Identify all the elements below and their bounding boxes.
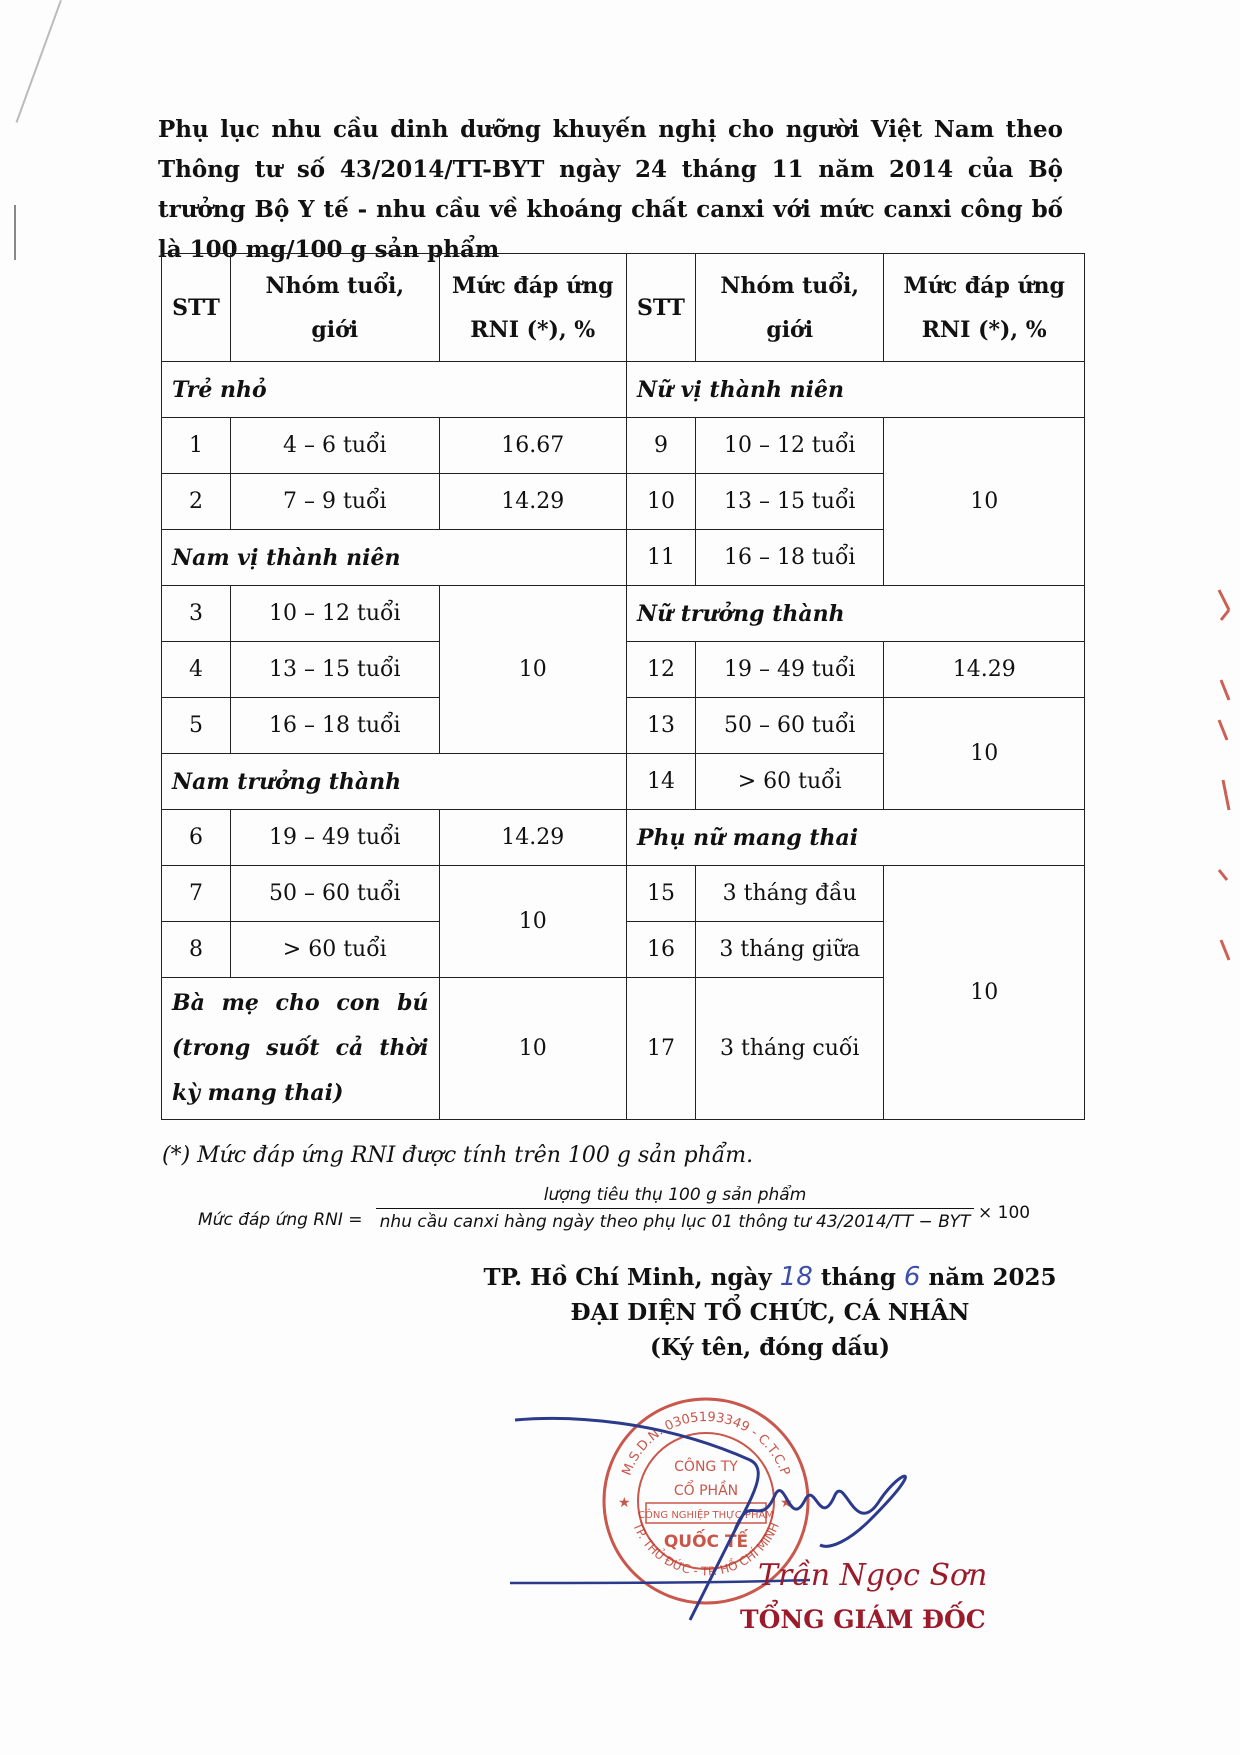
table-row	[162, 418, 1085, 474]
stamp-line2: CỔ PHẦN	[673, 1483, 739, 1499]
stt-cell: 14	[626, 754, 695, 810]
header-stt: STT	[626, 254, 695, 362]
table-row	[162, 586, 1085, 642]
stt-cell: 5	[162, 698, 231, 754]
group-label: Bà mẹ cho con bú (trong suốt cả thời kỳ mang thai)	[162, 978, 440, 1120]
group-label: Nam trưởng thành	[162, 754, 627, 810]
rni-cell: 10	[884, 418, 1085, 586]
age-cell: 10 – 12 tuổi	[231, 586, 440, 642]
signature-block	[470, 1260, 1070, 1365]
rni-cell: 14.29	[439, 810, 626, 866]
stt-cell: 16	[626, 922, 695, 978]
table-row	[162, 866, 1085, 922]
stamp-tax-code: M.S.D.N: 0305193349 - C.T.C.P	[619, 1409, 793, 1478]
stt-cell: 1	[162, 418, 231, 474]
stt-cell: 3	[162, 586, 231, 642]
place-date-prefix: TP. Hồ Chí Minh, ngày	[483, 1264, 772, 1291]
table-row	[162, 810, 1085, 866]
document-title: Phụ lục nhu cầu dinh dưỡng khuyến nghị cho người Việt Nam theo Thông tư số 43/2014/TT-BYT ngày 24 tháng 11 năm 2014 của Bộ trưởng Bộ Y tế - nhu cầu về khoáng chất canxi với mức canxi công bố là 100 mg/100 g sản phẩm	[158, 116, 1063, 263]
header-rni: Mức đáp ứng RNI (*), %	[439, 254, 626, 362]
table-header-row	[162, 254, 1085, 362]
group-label: Nam vị thành niên	[162, 530, 627, 586]
age-cell: 13 – 15 tuổi	[695, 474, 883, 530]
age-cell: 3 tháng giữa	[695, 922, 883, 978]
stt-cell: 10	[626, 474, 695, 530]
age-cell: 50 – 60 tuổi	[695, 698, 883, 754]
nutrition-table	[161, 253, 1085, 1120]
rni-cell: 10	[439, 978, 626, 1120]
rni-cell: 10	[439, 866, 626, 978]
stt-cell: 6	[162, 810, 231, 866]
sign-instruction: (Ký tên, đóng dấu)	[649, 1334, 891, 1361]
age-cell: 13 – 15 tuổi	[231, 642, 440, 698]
stt-cell: 9	[626, 418, 695, 474]
rni-cell: 10	[439, 586, 626, 754]
representative-title: ĐẠI DIỆN TỔ CHỨC, CÁ NHÂN	[570, 1299, 970, 1326]
place-date	[470, 1260, 1070, 1295]
rni-cell: 14.29	[439, 474, 626, 530]
rni-cell: 14.29	[884, 642, 1085, 698]
age-cell: 3 tháng đầu	[695, 866, 883, 922]
header-group: Nhóm tuổi, giới	[231, 254, 440, 362]
stt-cell: 2	[162, 474, 231, 530]
formula-numerator: lượng tiêu thụ 100 g sản phẩm	[376, 1185, 974, 1209]
stt-cell: 4	[162, 642, 231, 698]
group-label: Phụ nữ mang thai	[626, 810, 1084, 866]
signer-name: Trần Ngọc Sơn	[758, 1558, 988, 1593]
header-rni: Mức đáp ứng RNI (*), %	[884, 254, 1085, 362]
table-footnote: (*) Mức đáp ứng RNI được tính trên 100 g sản phẩm.	[162, 1143, 754, 1168]
formula-multiplier: × 100	[978, 1203, 1031, 1223]
handwritten-signature-icon	[510, 1400, 950, 1630]
stt-cell: 13	[626, 698, 695, 754]
group-label: Trẻ nhỏ	[162, 362, 627, 418]
rni-cell: 10	[884, 866, 1085, 1120]
formula-denominator: nhu cầu canxi hàng ngày theo phụ lục 01 thông tư 43/2014/TT − BYT	[379, 1212, 971, 1232]
age-cell: 16 – 18 tuổi	[695, 530, 883, 586]
stamp-line1: CÔNG TY	[674, 1459, 738, 1475]
handwritten-day: 18	[779, 1262, 813, 1292]
age-cell: 16 – 18 tuổi	[231, 698, 440, 754]
rni-cell: 16.67	[439, 418, 626, 474]
stamp-bottom-text: TP. THỦ ĐỨC - TP. HỒ CHÍ MINH	[630, 1520, 782, 1579]
stamp-line4: QUỐC TẾ	[663, 1532, 749, 1552]
age-cell: 10 – 12 tuổi	[695, 418, 883, 474]
age-cell: 19 – 49 tuổi	[695, 642, 883, 698]
svg-text:★: ★	[780, 1495, 793, 1511]
handwritten-month: 6	[903, 1262, 921, 1292]
formula-fraction	[376, 1185, 974, 1232]
stt-cell: 7	[162, 866, 231, 922]
group-label: Nữ vị thành niên	[626, 362, 1084, 418]
age-cell: > 60 tuổi	[695, 754, 883, 810]
month-label: tháng	[820, 1264, 896, 1291]
age-cell: 19 – 49 tuổi	[231, 810, 440, 866]
stt-cell: 8	[162, 922, 231, 978]
rni-cell: 10	[884, 698, 1085, 810]
age-cell: 4 – 6 tuổi	[231, 418, 440, 474]
signer-title: TỔNG GIÁM ĐỐC	[740, 1605, 986, 1634]
seal-edge-marks-icon	[1215, 580, 1233, 1000]
age-cell: > 60 tuổi	[231, 922, 440, 978]
stt-cell: 11	[626, 530, 695, 586]
header-stt: STT	[162, 254, 231, 362]
age-cell: 50 – 60 tuổi	[231, 866, 440, 922]
group-label: Nữ trưởng thành	[626, 586, 1084, 642]
stt-cell: 15	[626, 866, 695, 922]
header-group: Nhóm tuổi, giới	[695, 254, 883, 362]
age-cell: 3 tháng cuối	[695, 978, 883, 1120]
scan-artifact	[16, 0, 62, 123]
year-label: năm 2025	[928, 1264, 1057, 1291]
formula-lhs: Mức đáp ứng RNI =	[198, 1210, 363, 1230]
svg-text:★: ★	[618, 1495, 631, 1511]
stt-cell: 17	[626, 978, 695, 1120]
age-cell: 7 – 9 tuổi	[231, 474, 440, 530]
stt-cell: 12	[626, 642, 695, 698]
table-row	[162, 362, 1085, 418]
stamp-line3: CÔNG NGHIỆP THỰC PHẨM	[638, 1510, 774, 1521]
scan-artifact	[14, 205, 16, 260]
